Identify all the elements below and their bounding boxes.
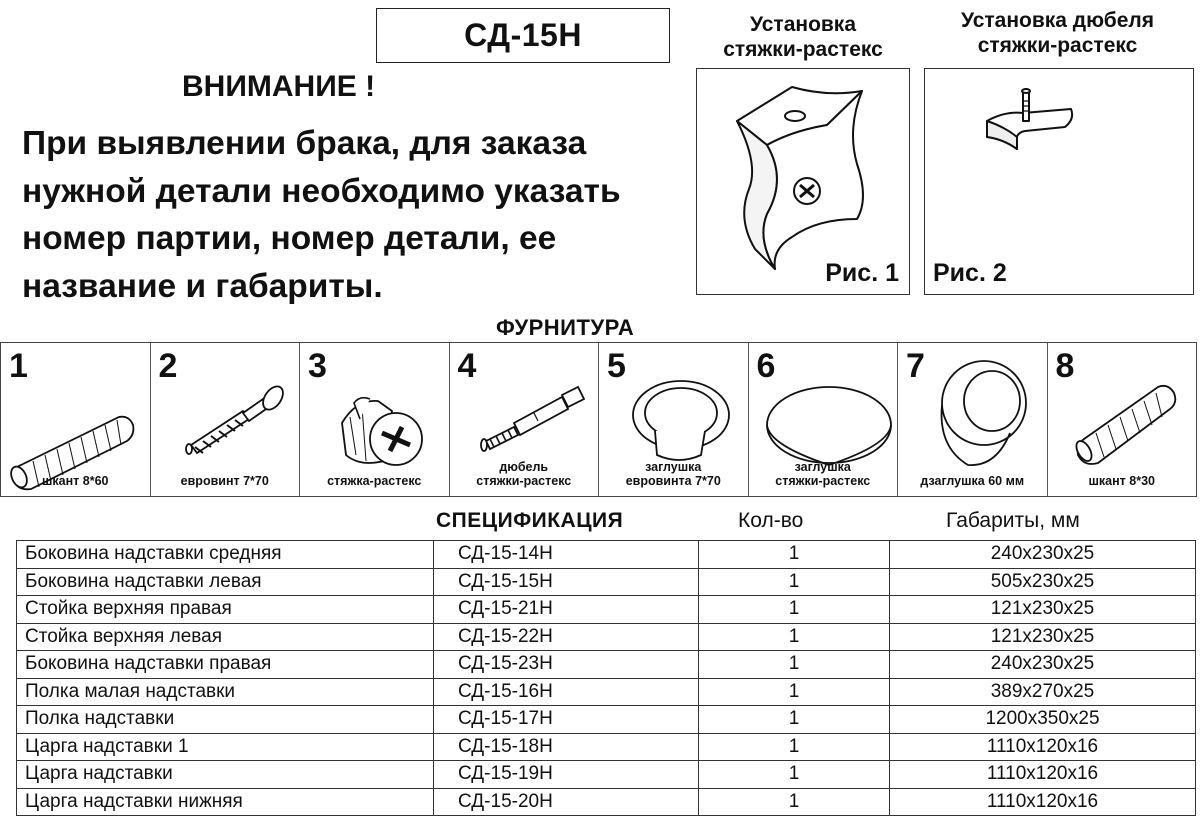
part-name: Боковина надставки правая [17,651,434,679]
figure-2-box [924,68,1194,295]
grommet-icon [898,343,1046,495]
hardware-caption: дюбель стяжки-растекс [476,460,572,488]
document-code-box [376,8,670,63]
figure-1-title [696,12,910,62]
hardware-item [151,343,301,496]
part-name: Стойка верхняя левая [17,623,434,651]
part-dims: 1110х120х16 [890,761,1196,789]
hardware-number: 6 [756,347,776,385]
hardware-number: 1 [9,347,28,385]
part-qty: 1 [699,706,890,734]
part-name: Полка малая надставки [17,678,434,706]
part-code: СД-15-16Н [434,678,699,706]
part-code: СД-15-19Н [434,761,699,789]
part-code: СД-15-17Н [434,706,699,734]
part-qty: 1 [699,568,890,596]
document-code: СД-15Н [464,17,582,53]
part-dims: 1110х120х16 [890,733,1196,761]
cam-lock-icon [300,343,448,495]
figure-2-title-line2: стяжки-растекс [977,34,1138,57]
hardware-item [749,343,899,496]
part-name: Полка надставки [17,706,434,734]
table-row [17,733,1196,761]
part-dims: 389х270х25 [890,678,1196,706]
hardware-caption: стяжка-растекс [327,474,422,488]
table-row [17,788,1196,816]
part-qty: 1 [699,596,890,624]
part-code: СД-15-14Н [434,541,699,569]
hardware-item [599,343,749,496]
table-row [17,651,1196,679]
figure-2-title-line1: Установка дюбеля [960,9,1155,32]
table-row [17,623,1196,651]
part-name: Стойка верхняя правая [17,596,434,624]
hardware-caption: евровинт 7*70 [180,474,269,488]
hardware-item [450,343,600,496]
table-row [17,761,1196,789]
part-code: СД-15-15Н [434,568,699,596]
hardware-strip [0,342,1197,497]
part-qty: 1 [699,761,890,789]
part-qty: 1 [699,623,890,651]
spec-table [16,540,1196,816]
hardware-number: 3 [308,347,327,385]
table-row [17,596,1196,624]
part-name: Царга надставки [17,761,434,789]
table-row [17,541,1196,569]
table-row [17,706,1196,734]
part-name: Царга надставки нижняя [17,788,434,816]
figure-2-label: Рис. 2 [933,259,1007,287]
part-dims: 121х230х25 [890,596,1196,624]
hardware-caption: заглушка стяжки-растекс [775,460,871,488]
part-dims: 1200х350х25 [890,706,1196,734]
dims-header: Габариты, мм [946,509,1080,532]
hardware-number: 8 [1055,347,1075,385]
hardware-item [1,343,151,496]
part-qty: 1 [699,733,890,761]
hardware-number: 2 [158,347,178,385]
hardware-number: 7 [906,347,925,385]
figure-1-title-line2: стяжки-растекс [723,38,883,61]
figure-2-title [925,8,1190,58]
hardware-number: 4 [457,347,477,385]
part-name: Боковина надставки левая [17,568,434,596]
part-name: Боковина надставки средняя [17,541,434,569]
figure-1-title-line1: Установка [750,13,856,36]
hardware-caption: заглушка евровинта 7*70 [625,460,721,488]
hardware-caption: шкант 8*30 [1088,474,1155,488]
hardware-caption: шкант 8*60 [42,474,109,488]
qty-header: Кол-во [738,509,804,532]
part-code: СД-15-20Н [434,788,699,816]
dowel-icon [1,343,149,495]
figure-1-box [696,68,910,295]
part-dims: 121х230х25 [890,623,1196,651]
hardware-number: 5 [607,347,626,385]
part-code: СД-15-21Н [434,596,699,624]
part-dims: 240х230х25 [890,651,1196,679]
part-qty: 1 [699,788,890,816]
hardware-item [300,343,450,496]
part-qty: 1 [699,678,890,706]
short-dowel-icon [1048,343,1196,495]
euro-screw-icon [151,343,299,495]
hardware-item [1048,343,1197,496]
defect-notice: При выявлении брака, для заказа нужной детали необходимо указать номер партии, номер детали, ее название и габариты. [22,125,621,305]
table-row [17,678,1196,706]
part-name: Царга надставки 1 [17,733,434,761]
hardware-item [898,343,1048,496]
spec-title: СПЕЦИФИКАЦИЯ [436,509,624,532]
hardware-title: ФУРНИТУРА [496,315,635,340]
figure-1-label: Рис. 1 [825,259,899,287]
attention-heading: ВНИМАНИЕ ! [182,70,376,103]
part-dims: 240х230х25 [890,541,1196,569]
part-code: СД-15-18Н [434,733,699,761]
part-qty: 1 [699,541,890,569]
part-dims: 505х230х25 [890,568,1196,596]
part-code: СД-15-22Н [434,623,699,651]
table-row [17,568,1196,596]
part-dims: 1110х120х16 [890,788,1196,816]
hardware-caption: дзаглушка 60 мм [920,474,1025,488]
part-qty: 1 [699,651,890,679]
part-code: СД-15-23Н [434,651,699,679]
